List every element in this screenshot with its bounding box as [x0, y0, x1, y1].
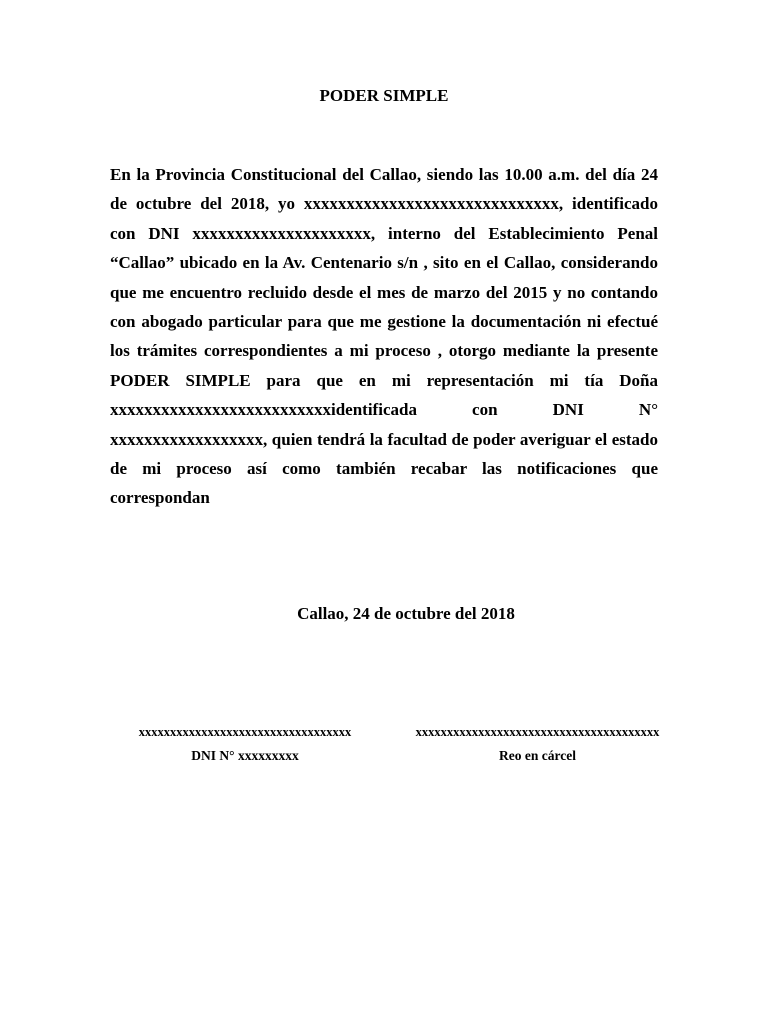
signature-label-left: DNI N° xxxxxxxxx [191, 748, 299, 763]
signature-line-left: xxxxxxxxxxxxxxxxxxxxxxxxxxxxxxxxxx [138, 725, 352, 739]
signature-block-right [380, 722, 695, 766]
signature-line-right: xxxxxxxxxxxxxxxxxxxxxxxxxxxxxxxxxxxxxxx [415, 725, 660, 739]
place-date: Callao, 24 de octubre del 2018 [297, 604, 515, 623]
signature-label-right: Reo en cárcel [499, 748, 576, 763]
document-title: PODER SIMPLE [319, 86, 449, 105]
signature-block-left [110, 722, 380, 766]
document-body: En la Provincia Constitucional del Callao, siendo las 10.00 a.m. del día 24 de octubre del 2018, yo xxxxxxxxxxxxxxxxxxxxxxxxxxxxxx, identificado con DNI xxxxxxxxxxxxxxxxxxxxx, interno del Establecimiento Penal “Callao” ubicado en la Av. Centenario s/n , sito en el Callao, considerando que me encuentro recluido desde el mes de marzo del 2015 y no contando con abogado particular para que me gestione la documentación ni efectué los trámites correspondientes a mi proceso , otorgo mediante la presente PODER SIMPLE para que en mi representación mi tía Doña xxxxxxxxxxxxxxxxxxxxxxxxxxidentificada con DNI N° xxxxxxxxxxxxxxxxxx, quien tendrá la facultad de poder averiguar el estado de mi proceso así como también recabar las notificaciones que correspondan [110, 165, 658, 508]
